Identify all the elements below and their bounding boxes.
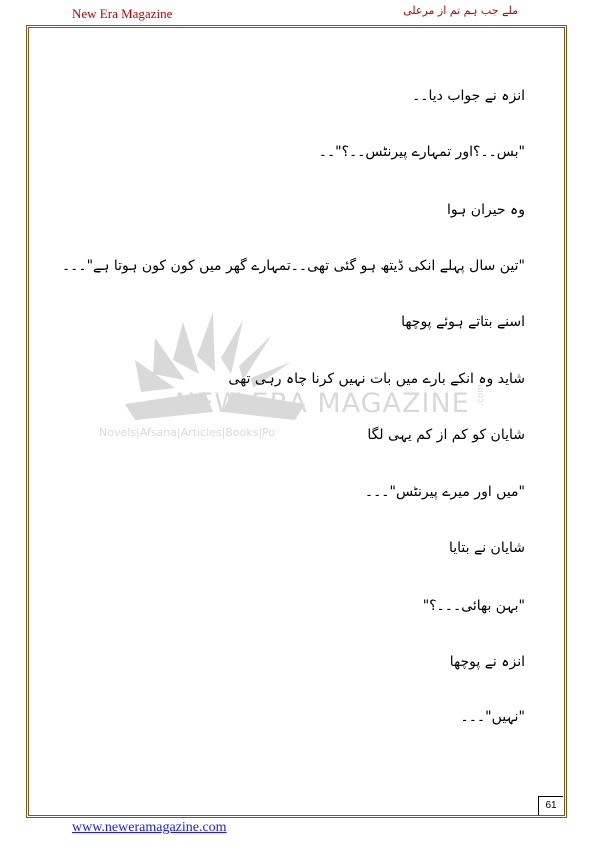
text-line: انزہ نے پوچھا <box>449 654 525 670</box>
watermark-subtitle: Novels|Afsana|Articles|Books|Po <box>99 426 276 439</box>
website-link[interactable]: www.neweramagazine.com <box>72 820 227 835</box>
page-number: 61 <box>538 796 563 815</box>
text-line: شایان نے بتایا <box>449 540 525 556</box>
text-line: "میں اور میرے پیرنٹس"۔۔۔ <box>364 484 525 500</box>
text-line: شاید وہ انکے بارے میں بات نہیں کرنا چاہ رہی تھی <box>228 371 525 387</box>
text-line: "بس۔۔؟اور تمہارے پیرنٹس۔۔؟"۔۔ <box>318 144 525 160</box>
text-line: انزہ نے جواب دیا۔۔ <box>412 88 525 104</box>
text-line: "نہیں"۔۔۔ <box>460 709 525 725</box>
text-line: "بہن بھائی۔۔۔؟" <box>422 598 525 614</box>
novel-title: ملے جب ہم تم از مرعلی <box>403 4 518 17</box>
watermark-title: NEW ERA MAGAZINE <box>175 388 470 419</box>
text-line: وہ حیران ہوا <box>447 202 525 218</box>
watermark-suffix: .com <box>476 383 487 407</box>
watermark <box>95 300 515 500</box>
text-line: اسنے بتاتے ہوئے پوچھا <box>401 314 525 330</box>
text-line: "تین سال پہلے انکی ڈیتھ ہو گئی تھی۔۔تمہارے گھر میں کون کون ہوتا ہے"۔۔۔ <box>61 258 525 274</box>
magazine-name: New Era Magazine <box>72 6 173 21</box>
text-line: شایان کو کم از کم یہی لگا <box>367 427 525 443</box>
